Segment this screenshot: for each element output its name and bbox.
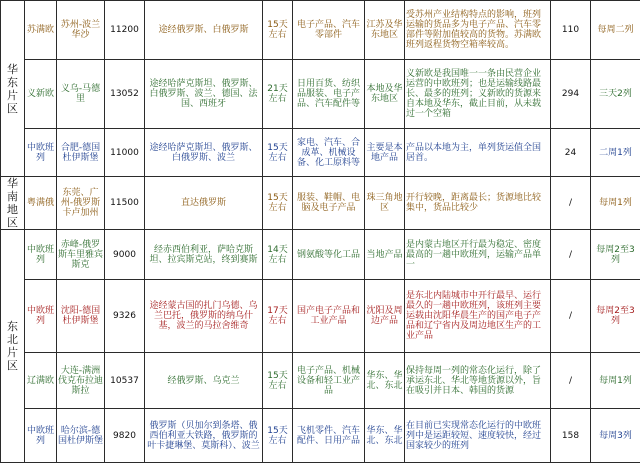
transit-days: 15天左右 — [263, 1, 293, 60]
train-name: 中欧班列 — [25, 230, 57, 280]
features: 保持每周一列的常态化运行，除了承运东北、华北等地货源以外，旨在吸引并日本、韩国的货源 — [405, 353, 551, 409]
distance: 11200 — [105, 1, 145, 60]
frequency: 每周2至3列 — [591, 280, 640, 353]
features: 受苏州产业结构特点的影响，班列运输的货品多为电子产品、汽车零部件等附加值较高的货物。苏满欧班列返程货物空箱率较高。 — [405, 1, 551, 60]
main-goods: 服装、鞋帽、电脑及电子产品 — [293, 177, 365, 230]
table-row — [1, 129, 640, 177]
transit-days: 15天左右 — [263, 409, 293, 463]
train-name: 义新欧 — [25, 60, 57, 129]
route: 沈阳-德国杜伊斯堡 — [57, 280, 105, 353]
features: 在目前已实现常态化运行的中欧班列中是运距较短、速度较快，经过国家较少的班列 — [405, 409, 551, 463]
frequency: 每周1列 — [591, 177, 640, 230]
train-name: 中欧班列 — [25, 280, 57, 353]
via-countries: 途经俄罗斯、白俄罗斯 — [145, 1, 263, 60]
table-row — [1, 280, 640, 353]
route: 东莞、广州-俄罗斯卡卢加州 — [57, 177, 105, 230]
table-row — [1, 177, 640, 230]
route: 哈尔滨-德国杜伊斯堡 — [57, 409, 105, 463]
distance: 10537 — [105, 353, 145, 409]
transit-days: 14天左右 — [263, 230, 293, 280]
goods-source: 珠三角地区 — [365, 177, 405, 230]
region-label: 华南地区 — [1, 177, 25, 230]
main-goods: 日用百货、纺织品服装、电子产品、汽车配件等 — [293, 60, 365, 129]
features: 产品以本地为主，单列货运值全国居首。 — [405, 129, 551, 177]
goods-source: 本地及华东地区 — [365, 60, 405, 129]
train-count: / — [551, 230, 591, 280]
goods-source: 沈阳及周边产品 — [365, 280, 405, 353]
train-count: / — [551, 353, 591, 409]
transit-days: 15天左右 — [263, 129, 293, 177]
train-count: 110 — [551, 1, 591, 60]
transit-days: 15天左右 — [263, 177, 293, 230]
goods-source: 主要是本地产品 — [365, 129, 405, 177]
route: 苏州-波兰华沙 — [57, 1, 105, 60]
main-goods: 钢氨酸等化工品 — [293, 230, 365, 280]
train-count: / — [551, 177, 591, 230]
train-count: / — [551, 280, 591, 353]
main-goods: 家电、汽车、合成革、机械设备、化工原料等 — [293, 129, 365, 177]
transit-days: 15天左右 — [263, 353, 293, 409]
goods-source: 华东、华北、东北 — [365, 353, 405, 409]
distance: 9000 — [105, 230, 145, 280]
route: 合肥-德国杜伊斯堡 — [57, 129, 105, 177]
train-name: 粤满俄 — [25, 177, 57, 230]
table-row — [1, 230, 640, 280]
frequency: 三天2列 — [591, 60, 640, 129]
frequency: 每周二列 — [591, 1, 640, 60]
via-countries: 途经蒙古国的扎门乌德、乌兰巴托，俄罗斯的纳乌什基，波兰的马拉舍维奇 — [145, 280, 263, 353]
table-row — [1, 409, 640, 463]
goods-source: 当地产品 — [365, 230, 405, 280]
table-row — [1, 60, 640, 129]
table-row — [1, 353, 640, 409]
features: 是东北内陆城市中开行最早、运行最久的一趟中欧班列，该班列主要运载由沈阳华晨生产的国产电子产品和辽宁省内及周边地区生产的工业产品 — [405, 280, 551, 353]
main-goods: 飞机零件、汽车配件、日用产品 — [293, 409, 365, 463]
via-countries: 俄罗斯（贝加尔到条塔、俄西伯利亚大铁路，俄罗斯的叶卡捷琳堡、莫斯科）、波兰 — [145, 409, 263, 463]
transit-days: 21天左右 — [263, 60, 293, 129]
distance: 11500 — [105, 177, 145, 230]
distance: 9820 — [105, 409, 145, 463]
via-countries: 途经哈萨克斯坦、俄罗斯、白俄罗斯、波兰、德国、法国、西班牙 — [145, 60, 263, 129]
route: 义乌-马德里 — [57, 60, 105, 129]
goods-source: 华东、华北、东北 — [365, 409, 405, 463]
route: 大连-满洲伐克布拉迪斯拉 — [57, 353, 105, 409]
via-countries: 经赤西伯利亚，萨哈克斯坦、拉宾斯克站，终到赛斯 — [145, 230, 263, 280]
distance: 11000 — [105, 129, 145, 177]
train-name: 中欧班列 — [25, 129, 57, 177]
transit-days: 17天左右 — [263, 280, 293, 353]
frequency: 每周2至3列 — [591, 230, 640, 280]
main-goods: 国产电子产品和工业产品 — [293, 280, 365, 353]
train-name: 苏满欧 — [25, 1, 57, 60]
features: 义新欧是我国唯一一条由民营企业运营的中欧班列；也是运输线路最长、最多的班列；义新欧的货源来自本地及华东，截止目前，从未载过一个空箱 — [405, 60, 551, 129]
train-count: 158 — [551, 409, 591, 463]
via-countries: 途经哈萨克斯坦、俄罗斯、白俄罗斯、波兰 — [145, 129, 263, 177]
via-countries: 经俄罗斯、乌克兰 — [145, 353, 263, 409]
features: 是内蒙古地区开行最为稳定、密度最高的一趟中欧班列，运输产品单一 — [405, 230, 551, 280]
distance: 13052 — [105, 60, 145, 129]
distance: 9326 — [105, 280, 145, 353]
goods-source: 江苏及华东地区 — [365, 1, 405, 60]
region-label: 华东片区 — [1, 1, 25, 177]
train-count: 24 — [551, 129, 591, 177]
train-name: 辽满欧 — [25, 353, 57, 409]
via-countries: 直达俄罗斯 — [145, 177, 263, 230]
route: 赤峰-俄罗斯车里雅宾斯克 — [57, 230, 105, 280]
main-goods: 电子产品、机械设备和轻工业产品 — [293, 353, 365, 409]
region-label: 东北片区 — [1, 230, 25, 463]
train-count: 294 — [551, 60, 591, 129]
table-row — [1, 1, 640, 60]
frequency: 每周3列 — [591, 409, 640, 463]
features: 开行较晚，距离最长；货源地比较集中，货品比较少 — [405, 177, 551, 230]
main-goods: 电子产品、汽车零部件 — [293, 1, 365, 60]
frequency: 二周1列 — [591, 129, 640, 177]
train-name: 中欧班列 — [25, 409, 57, 463]
frequency: 每周1列 — [591, 353, 640, 409]
